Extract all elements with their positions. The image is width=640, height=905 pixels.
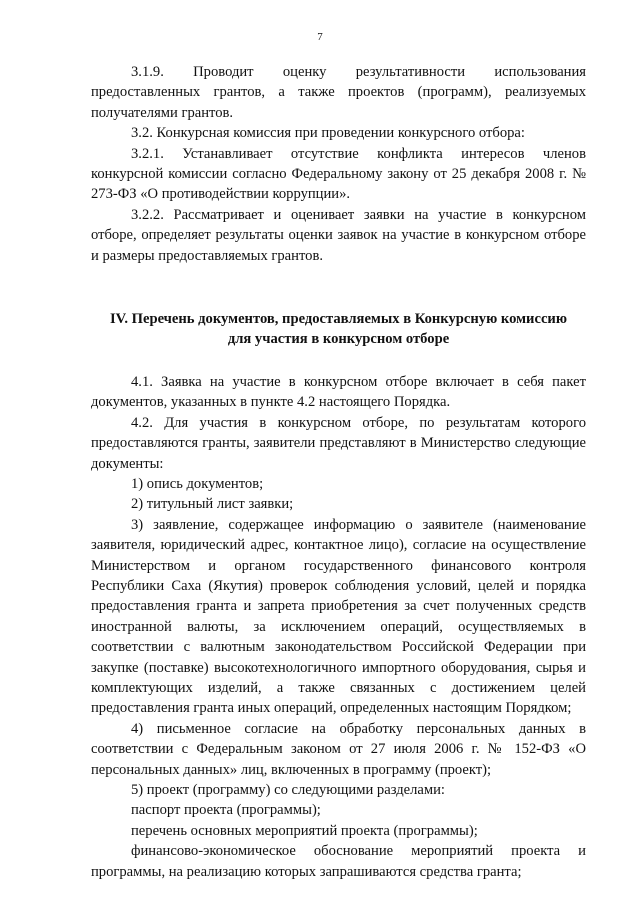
- list-item: 4) письменное согласие на обработку персональных данных в соответствии с Федеральным законом от 27 июля 2006 г. № 152-ФЗ «О персональных данных» лиц, включенных в программу (проект);: [91, 720, 586, 778]
- list-item: паспорт проекта (программы);: [131, 802, 321, 819]
- section-heading-line-1: IV. Перечень документов, предоставляемых в Конкурсную комиссию: [109, 311, 567, 328]
- paragraph-3-2-2: 3.2.2. Рассматривает и оценивает заявки на участие в конкурсном отборе, определяет результаты оценки заявок на участие в конкурсном отборе и размеры предоставляемых грантов.: [91, 206, 586, 264]
- list-item: 5) проект (программу) со следующими разделами:: [131, 782, 445, 798]
- section-heading-line-2: для участия в конкурсном отборе: [227, 331, 450, 348]
- list-item: 2) титульный лист заявки;: [131, 496, 294, 513]
- paragraph-4-1: 4.1. Заявка на участие в конкурсном отборе включает в себя пакет документов, указанных в пункте 4.2 настоящего Порядка.: [91, 373, 586, 411]
- list-item: 1) опись документов;: [131, 475, 264, 492]
- list-item: 3) заявление, содержащее информацию о заявителе (наименование заявителя, юридический адрес, контактное лицо), согласие на осуществление Министерством и органом государственного финансового контроля Республики Саха (Якутия) проверок соблюдения условий, целей и порядка предоставления гранта и запрета приобретения за счет полученных средств иностранной валюты, за исключением операций, осуществляемых в соответствии с валютным законодательством Российской Федерации при закупке (поставке) высокотехнологичного импортного оборудования, сырья и комплектующих изделий, а также связанных с достижением целей предоставления гранта иных операций, определенных настоящим Порядком;: [91, 516, 586, 717]
- list-item: перечень основных мероприятий проекта (программы);: [131, 822, 478, 839]
- paragraph-3-1-9: 3.1.9. Проводит оценку результативности использования предоставленных грантов, а также проектов (программ), реализуемых получателями грантов.: [91, 64, 586, 121]
- paragraph-3-2: 3.2. Конкурсная комиссия при проведении конкурсного отбора:: [131, 125, 525, 142]
- paragraph-4-2: 4.2. Для участия в конкурсном отборе, по результатам которого предоставляются гранты, заявители представляют в Министерство следующие документы:: [91, 414, 586, 472]
- list-item: финансово-экономическое обоснование мероприятий проекта и программы, на реализацию которых запрашиваются средства гранта;: [91, 843, 586, 880]
- document-body: [91, 62, 586, 882]
- paragraph-3-2-1: 3.2.1. Устанавливает отсутствие конфликта интересов членов конкурсной комиссии согласно Федеральному закону от 25 декабря 2008 г. № 273-ФЗ «О противодействии коррупции».: [91, 145, 586, 203]
- page-number: 7: [317, 31, 323, 43]
- section-heading: [91, 309, 586, 350]
